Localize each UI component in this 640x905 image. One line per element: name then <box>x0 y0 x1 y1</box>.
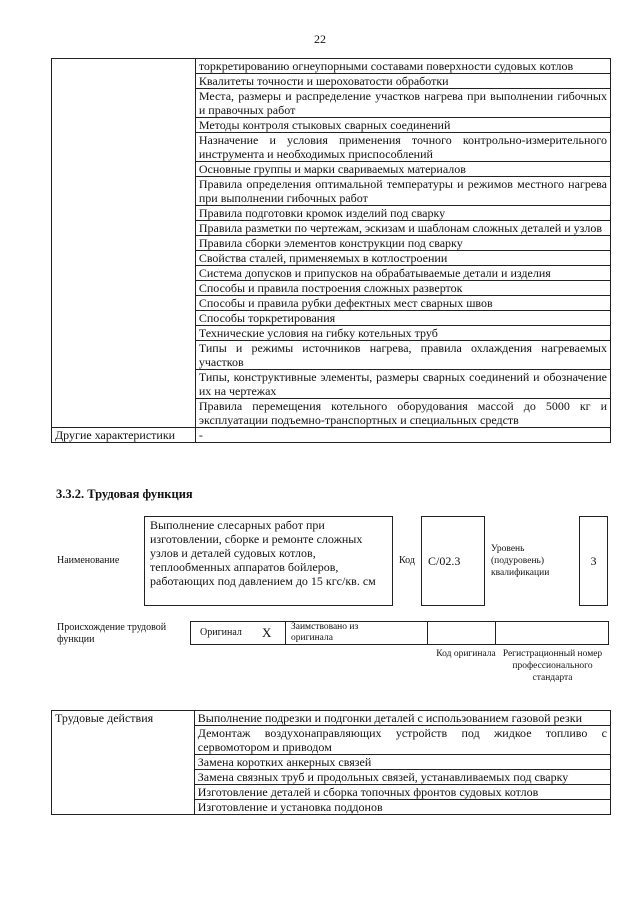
page-number: 22 <box>314 32 326 46</box>
table-row <box>52 59 611 74</box>
table-row <box>52 428 611 443</box>
original-label: Оригинал <box>200 627 242 638</box>
knowledge-label-cell <box>52 59 196 428</box>
knowledge-item: Технические условия на гибку котельных труб <box>195 326 610 341</box>
knowledge-item: Свойства сталей, применяемых в котлостроении <box>195 251 610 266</box>
knowledge-item: Способы торкретирования <box>195 311 610 326</box>
knowledge-item: торкретированию огнеупорными составами поверхности судовых котлов <box>195 59 610 74</box>
code-label: Код <box>399 555 415 566</box>
divider <box>495 621 496 645</box>
labor-action-item: Изготовление и установка поддонов <box>194 800 610 815</box>
origin-box <box>190 621 609 645</box>
labor-action-item: Замена связных труб и продольных связей, устанавливаемых под сварку <box>194 770 610 785</box>
knowledge-item: Квалитеты точности и шероховатости обработки <box>195 74 610 89</box>
reg-number-caption: Регистрационный номер профессионального стандарта <box>502 649 603 683</box>
knowledge-table <box>51 58 611 443</box>
origin-label: Происхождение трудовой функции <box>57 622 167 645</box>
name-value-box <box>144 516 393 606</box>
knowledge-item: Правила перемещения котельного оборудования массой до 5000 кг и эксплуатации подъемно-транспортных и специальных средств <box>195 399 610 428</box>
labor-actions-label: Трудовые действия <box>52 711 195 815</box>
name-label: Наименование <box>57 555 120 566</box>
level-value-box <box>579 516 608 606</box>
labor-action-item: Выполнение подрезки и подгонки деталей с использованием газовой резки <box>194 711 610 726</box>
code-value-box <box>421 516 485 606</box>
knowledge-item: Правила сборки элементов конструкции под сварку <box>195 236 610 251</box>
divider <box>285 621 286 645</box>
knowledge-item: Способы и правила построения сложных разверток <box>195 281 610 296</box>
knowledge-item: Правила определения оптимальной температуры и режимов местного нагрева при выполнении гибочных работ <box>195 177 610 206</box>
original-mark: X <box>262 625 272 640</box>
labor-action-item: Замена коротких анкерных связей <box>194 755 610 770</box>
divider <box>427 621 428 645</box>
knowledge-item: Система допусков и припусков на обрабатываемые детали и изделия <box>195 266 610 281</box>
section-title: 3.3.2. Трудовая функция <box>56 487 193 501</box>
level-value: 3 <box>590 554 597 568</box>
knowledge-item: Типы, конструктивные элементы, размеры сварных соединений и обозначение их на чертежах <box>195 370 610 399</box>
knowledge-item: Правила разметки по чертежам, эскизам и шаблонам сложных деталей и узлов <box>195 221 610 236</box>
knowledge-item: Основные группы и марки свариваемых материалов <box>195 162 610 177</box>
code-origin-caption: Код оригинала <box>436 649 496 659</box>
knowledge-item: Способы и правила рубки дефектных мест сварных швов <box>195 296 610 311</box>
labor-action-item: Изготовление деталей и сборка топочных фронтов судовых котлов <box>194 785 610 800</box>
knowledge-item: Правила подготовки кромок изделий под сварку <box>195 206 610 221</box>
knowledge-item: Типы и режимы источников нагрева, правила охлаждения нагреваемых участков <box>195 341 610 370</box>
labor-actions-table <box>51 710 611 815</box>
knowledge-item: Назначение и условия применения точного контрольно-измерительного инструмента и необходимых приспособлений <box>195 133 610 162</box>
function-code: С/02.3 <box>428 554 461 568</box>
function-name: Выполнение слесарных работ при изготовлении, сборке и ремонте сложных узлов и деталей судовых котлов, теплообменных аппаратов бойлеров, работающих под давлением до 15 кгс/кв. см <box>150 518 376 588</box>
borrowed-label: Заимствовано из оригинала <box>291 622 359 643</box>
level-label: Уровень (подуровень) квалификации <box>491 544 550 578</box>
knowledge-item: Места, размеры и распределение участков нагрева при выполнении гибочных и правочных работ <box>195 89 610 118</box>
labor-action-item: Демонтаж воздухонаправляющих устройств под жидкое топливо с сервомотором и приводом <box>194 726 610 755</box>
table-row <box>52 711 611 726</box>
knowledge-item: Методы контроля стыковых сварных соединений <box>195 118 610 133</box>
other-characteristics-value: - <box>195 428 610 443</box>
other-characteristics-label: Другие характеристики <box>52 428 196 443</box>
